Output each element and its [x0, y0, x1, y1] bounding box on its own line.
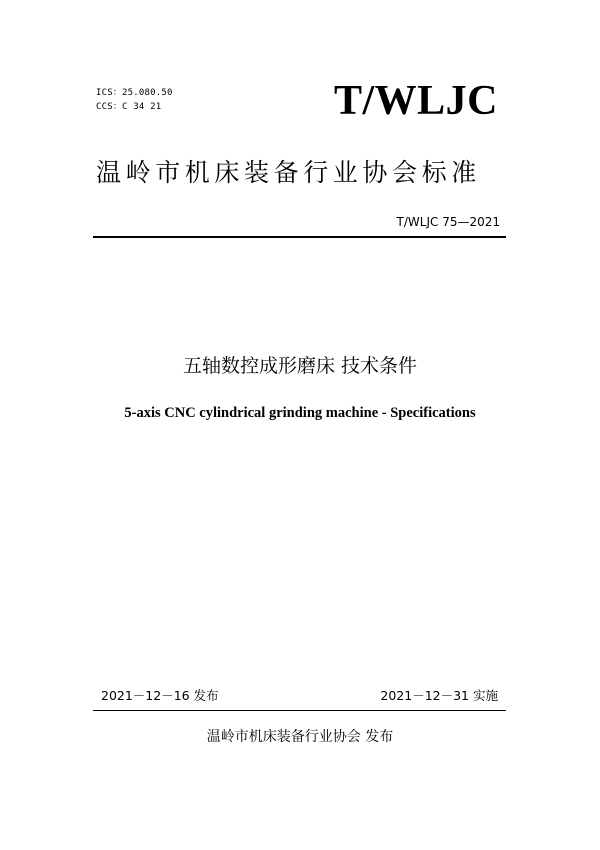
publisher-line: 温岭市机床装备行业协会 发布 — [206, 729, 394, 745]
top-divider — [93, 236, 506, 238]
implementation-date: 2021－12－31 实施 — [380, 688, 498, 703]
association-standard-title: 温岭市机床装备行业协会标准 — [96, 158, 481, 187]
issue-date: 2021－12－16 发布 — [101, 688, 219, 703]
document-title-english: 5-axis CNC cylindrical grinding machine - Specifications — [124, 405, 476, 421]
standard-number: T/WLJC 75—2021 — [396, 215, 500, 229]
classification-codes — [96, 86, 173, 114]
ccs-code: CCS：C 34 21 — [96, 102, 162, 112]
bottom-divider — [93, 710, 506, 711]
document-title-chinese: 五轴数控成形磨床 技术条件 — [182, 355, 418, 377]
standard-mark: T/WLJC — [333, 78, 498, 124]
ics-code: ICS：25.080.50 — [96, 88, 173, 98]
